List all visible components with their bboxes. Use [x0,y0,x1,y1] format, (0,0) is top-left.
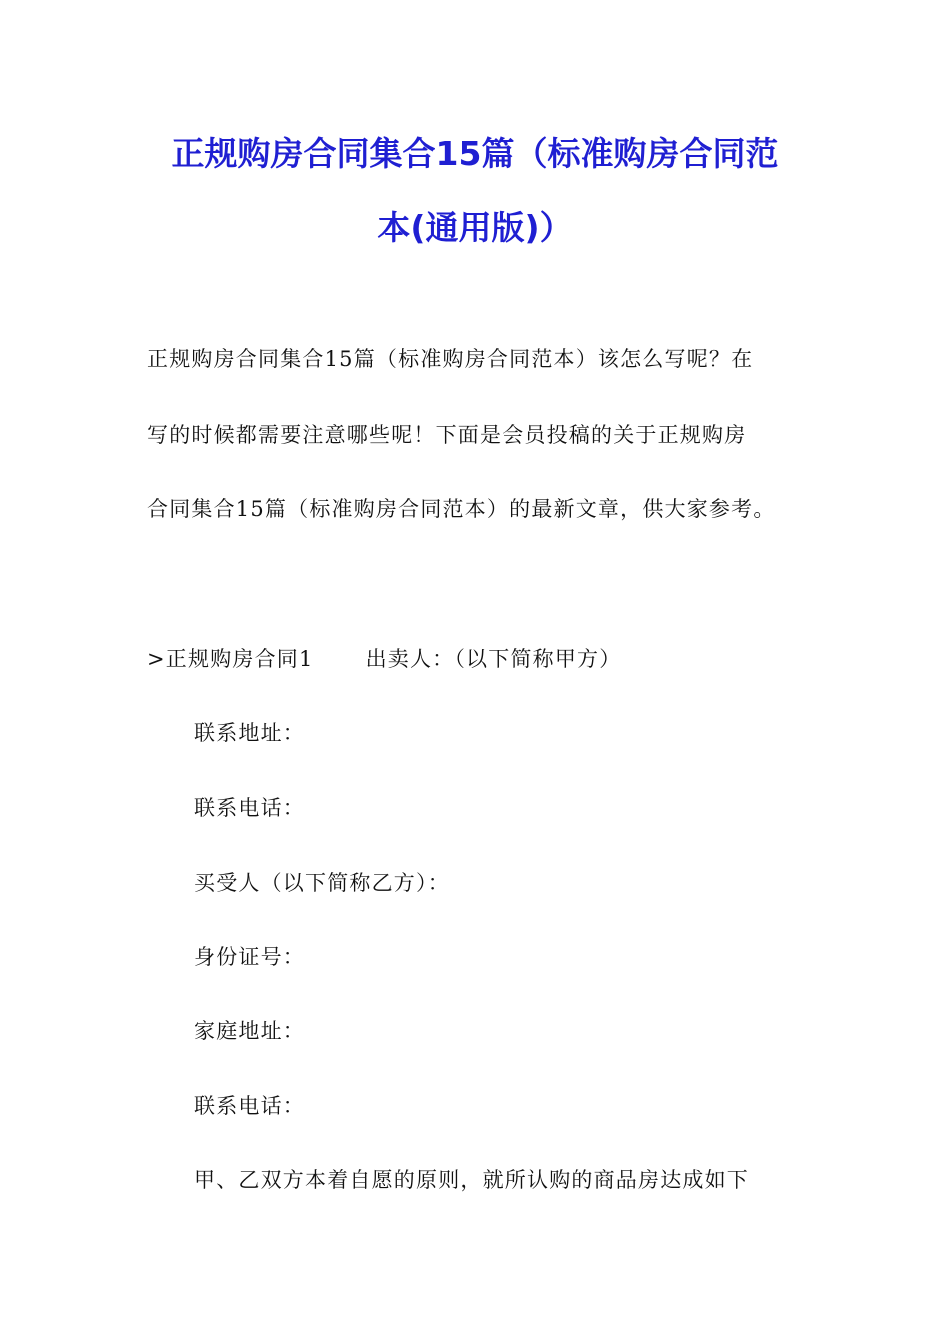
seller-label: 出卖人：（以下简称甲方） [365,647,622,671]
intro-line-3: 合同集合15篇（标准购房合同范本）的最新文章，供大家参考。 [147,497,776,521]
field-id-number: 身份证号： [194,945,305,969]
field-contact-phone: 联系电话： [194,796,305,820]
field-contact-address: 联系地址： [194,721,305,745]
field-home-address: 家庭地址： [194,1019,305,1043]
document-title-line-1: 正规购房合同集合15篇（标准购房合同范 [171,134,779,173]
intro-line-1: 正规购房合同集合15篇（标准购房合同范本）该怎么写呢？在 [147,347,754,371]
document-title-line-2: 本(通用版)） [377,208,573,247]
field-buyer: 买受人（以下简称乙方）： [194,871,450,895]
section-heading: >正规购房合同1 [147,647,314,671]
field-contact-phone-2: 联系电话： [194,1094,305,1118]
intro-line-2: 写的时候都需要注意哪些呢！下面是会员投稿的关于正规购房 [147,423,747,447]
section-heading-row [147,644,621,674]
body-paragraph-line: 甲、乙双方本着自愿的原则，就所认购的商品房达成如下 [194,1168,749,1192]
